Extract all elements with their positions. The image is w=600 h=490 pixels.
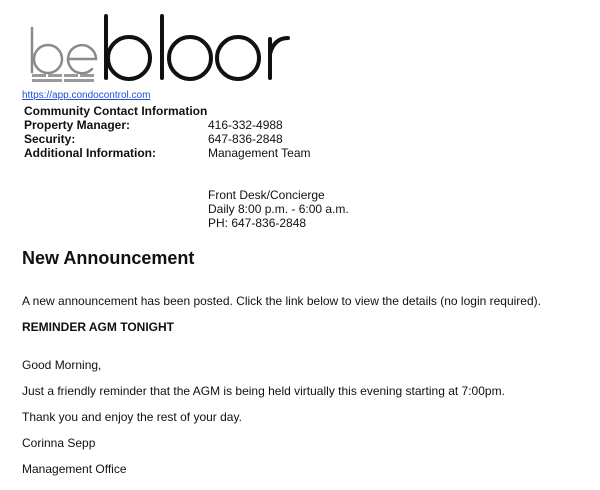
community-contact-info <box>24 104 311 160</box>
additional-info-details <box>208 188 349 230</box>
contact-label: Additional Information: <box>24 146 156 160</box>
contact-row-additional-info <box>24 146 311 160</box>
additional-line: Front Desk/Concierge <box>208 188 325 202</box>
announcement-subject: REMINDER AGM TONIGHT <box>22 320 174 334</box>
contact-heading: Community Contact Information <box>24 104 208 118</box>
condocontrol-link[interactable]: https://app.condocontrol.com <box>22 90 151 101</box>
contact-label: Property Manager: <box>24 118 131 132</box>
announcement-body: Just a friendly reminder that the AGM is being held virtually this evening starting at 7:00pm. <box>22 384 505 398</box>
signature-office: Management Office <box>22 462 127 476</box>
contact-row-security <box>24 132 311 146</box>
contact-value: 647-836-2848 <box>208 132 283 146</box>
contact-label: Security: <box>24 132 76 146</box>
contact-value: Management Team <box>208 146 311 160</box>
announcement-title: New Announcement <box>22 248 195 268</box>
contact-value: 416-332-4988 <box>208 118 283 132</box>
announcement-greeting: Good Morning, <box>22 358 102 372</box>
additional-line: Daily 8:00 p.m. - 6:00 a.m. <box>208 202 349 216</box>
additional-line: PH: 647-836-2848 <box>208 216 307 230</box>
announcement-intro: A new announcement has been posted. Click the link below to view the details (no login required). <box>22 294 541 308</box>
announcement-closing: Thank you and enjoy the rest of your day. <box>22 410 242 424</box>
contact-row-property-manager <box>24 118 311 132</box>
bebloor-logo <box>28 14 290 84</box>
signature-name: Corinna Sepp <box>22 436 96 450</box>
